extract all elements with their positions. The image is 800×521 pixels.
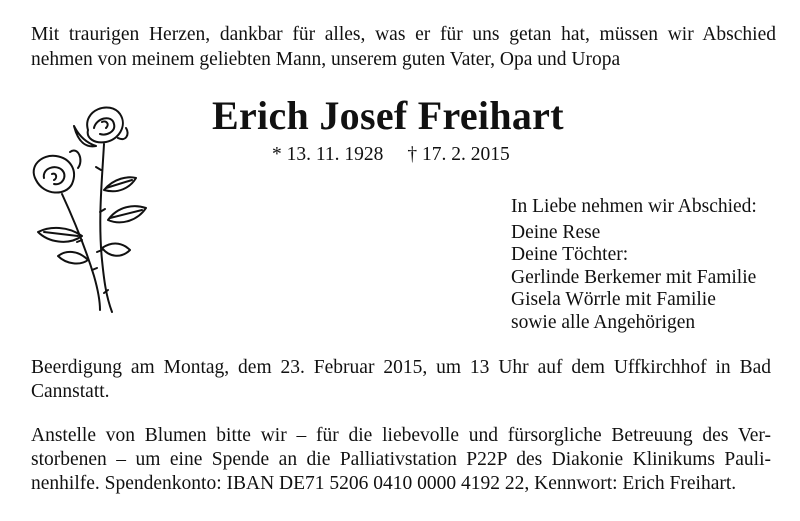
- rose-icon: [22, 100, 152, 322]
- intro-text: [31, 22, 776, 72]
- mourner-entry: sowie alle Angehörigen: [511, 311, 696, 333]
- funeral-info: [31, 356, 771, 404]
- mourners-list: [511, 196, 757, 335]
- mourner-entry: Gerlinde Berkemer mit Familie: [511, 266, 757, 288]
- mourner-entry: Deine Rese: [511, 221, 601, 243]
- life-dates: [272, 144, 510, 166]
- deceased-name: Erich Josef Freihart: [212, 93, 564, 138]
- birth-date: * 13. 11. 1928: [272, 144, 384, 165]
- funeral-line: Beerdigung am Montag, dem 23. Februar 2015, um 13 Uhr auf dem Uffkirchhof in Bad: [31, 357, 771, 378]
- donation-line: Anstelle von Blumen bitte wir – für die liebevolle und fürsorgliche Betreuung des Ver-: [31, 425, 771, 446]
- mourner-entry: Deine Töchter:: [511, 244, 629, 266]
- death-date: † 17. 2. 2015: [407, 144, 510, 165]
- mourner-entry: Gisela Wörrle mit Familie: [511, 289, 716, 311]
- donation-line: nenhilfe. Spendenkonto: IBAN DE71 5206 0410 0000 4192 22, Kennwort: Erich Freihart.: [31, 473, 737, 494]
- intro-line: nehmen von meinem geliebten Mann, unserem guten Vater, Opa und Uropa: [31, 49, 621, 70]
- mourners-heading: In Liebe nehmen wir Abschied:: [511, 196, 757, 217]
- donation-info: [31, 424, 771, 496]
- funeral-line: Cannstatt.: [31, 381, 110, 402]
- donation-line: storbenen – um eine Spende an die Palliativstation P22P des Diakonie Klinikums Pauli-: [31, 449, 771, 470]
- intro-line: Mit traurigen Herzen, dankbar für alles, was er für uns getan hat, müssen wir Abschied: [31, 24, 776, 45]
